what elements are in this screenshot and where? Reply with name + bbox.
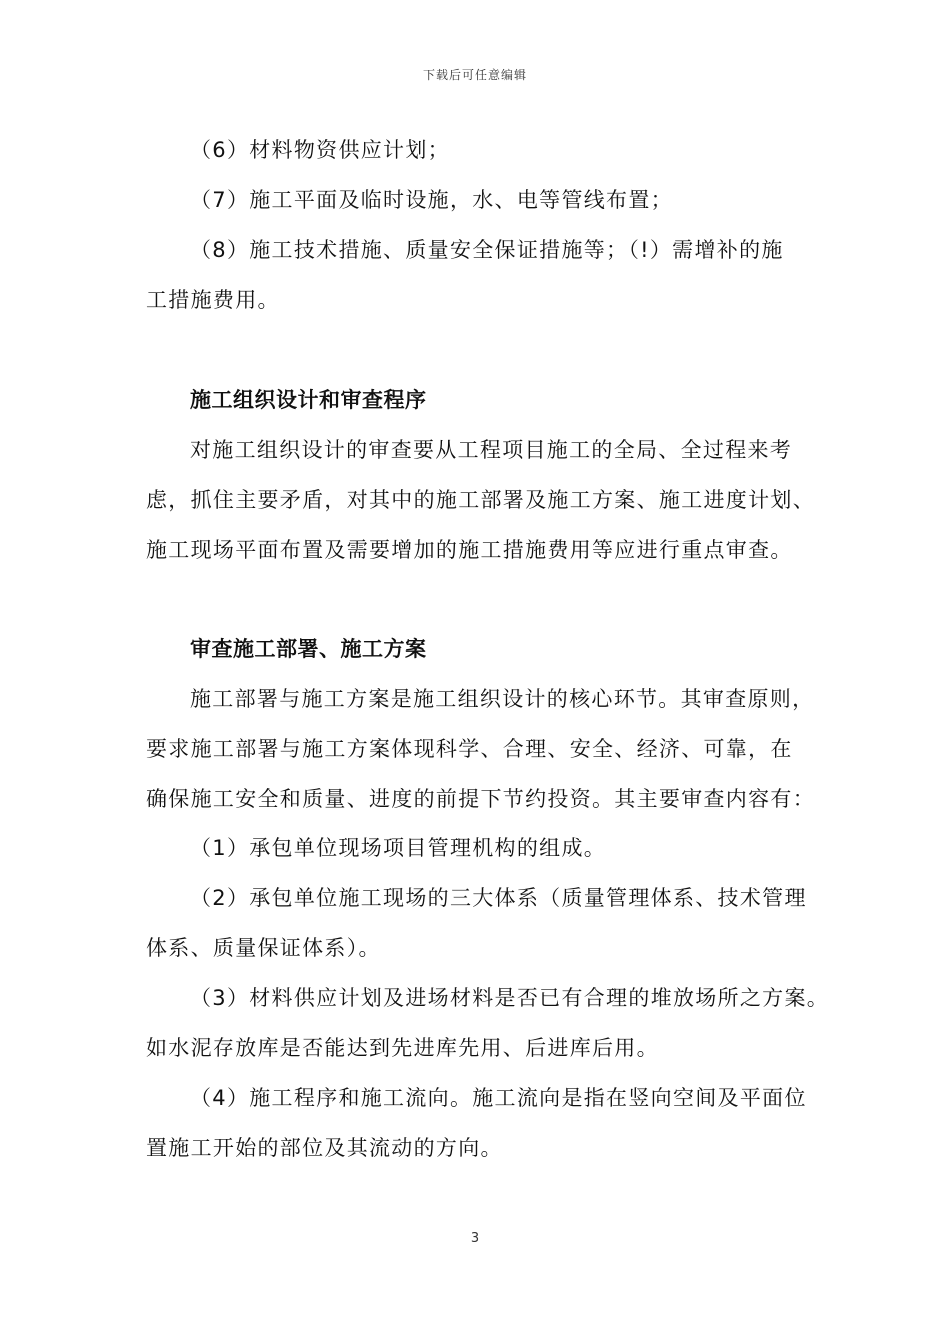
list-item-3: （3）材料供应计划及进场材料是否已有合理的堆放场所之方案。 bbox=[190, 986, 830, 1010]
list-item-6: （6）材料物资供应计划； bbox=[190, 138, 450, 162]
list-item-2: （2）承包单位施工现场的三大体系（质量管理体系、技术管理 bbox=[190, 886, 807, 910]
paragraph-line: 施工现场平面布置及需要增加的施工措施费用等应进行重点审查。 bbox=[146, 538, 793, 562]
list-item-3-continued: 如水泥存放库是否能达到先进库先用、后进库后用。 bbox=[146, 1036, 659, 1060]
section-heading-review-procedure: 施工组织设计和审查程序 bbox=[190, 388, 427, 412]
page-number: 3 bbox=[470, 1231, 480, 1246]
paragraph-line: 施工部署与施工方案是施工组织设计的核心环节。其审查原则， bbox=[190, 687, 815, 711]
list-item-2-continued: 体系、质量保证体系）。 bbox=[146, 936, 381, 960]
header-note: 下载后可任意编辑 bbox=[422, 68, 527, 82]
paragraph-line: 对施工组织设计的审查要从工程项目施工的全局、全过程来考 bbox=[190, 438, 793, 462]
list-item-4-continued: 置施工开始的部位及其流动的方向。 bbox=[146, 1136, 503, 1160]
paragraph-line: 确保施工安全和质量、进度的前提下节约投资。其主要审查内容有： bbox=[146, 787, 815, 811]
list-item-7: （7）施工平面及临时设施，水、电等管线布置； bbox=[190, 188, 673, 212]
paragraph-line: 要求施工部署与施工方案体现科学、合理、安全、经济、可靠，在 bbox=[146, 737, 793, 761]
list-item-1: （1）承包单位现场项目管理机构的组成。 bbox=[190, 836, 607, 860]
list-item-4: （4）施工程序和施工流向。施工流向是指在竖向空间及平面位 bbox=[190, 1086, 807, 1110]
paragraph-line: 虑，抓住主要矛盾，对其中的施工部署及施工方案、施工进度计划、 bbox=[146, 488, 815, 512]
section-heading-deployment-review: 审查施工部署、施工方案 bbox=[190, 637, 427, 661]
list-item-8-continued: 工措施费用。 bbox=[146, 288, 280, 312]
list-item-8: （8）施工技术措施、质量安全保证措施等；（!）需增补的施 bbox=[190, 238, 784, 262]
